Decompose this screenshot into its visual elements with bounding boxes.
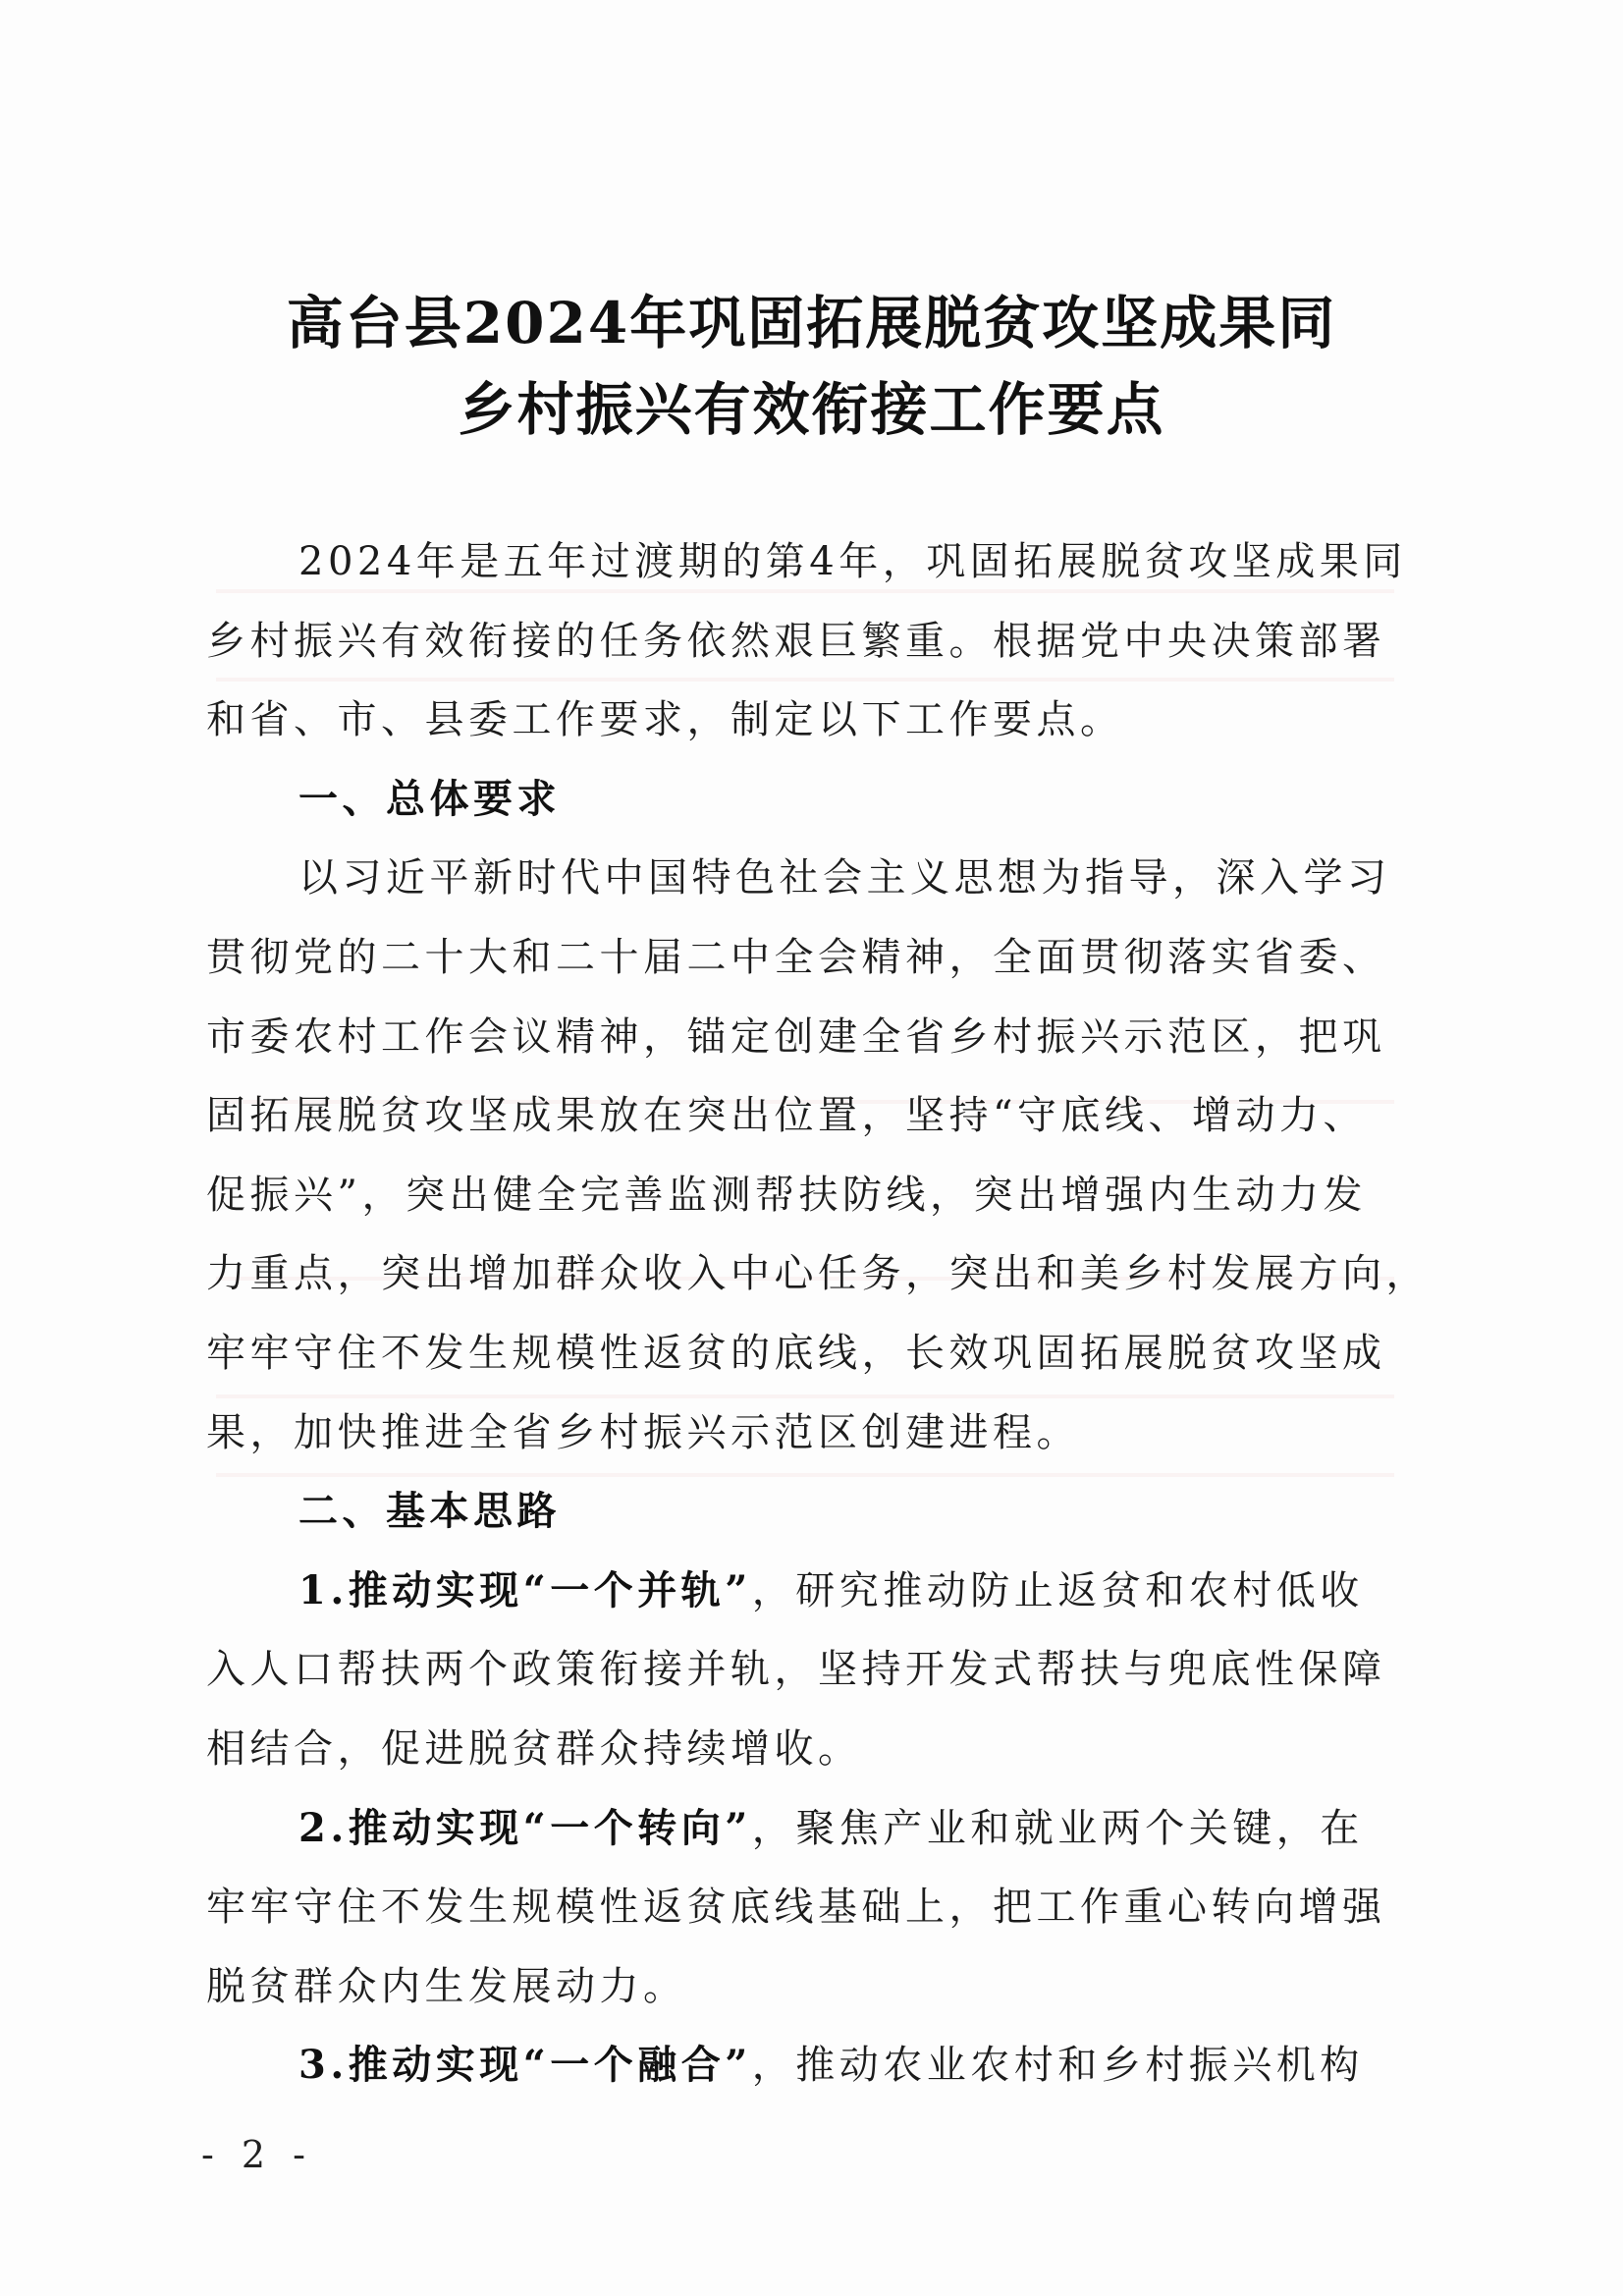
item-1-line: 相结合，促进脱贫群众持续增收。	[206, 1725, 862, 1772]
intro-line: 2024年是五年过渡期的第4年，巩固拓展脱贫攻坚成果同	[298, 539, 1407, 584]
item-1-lead: 1.推动实现“一个并轨”	[298, 1566, 752, 1613]
intro-line: 乡村振兴有效衔接的任务依然艰巨繁重。根据党中央决策部署	[206, 618, 1386, 664]
section1-line: 贯彻党的二十大和二十届二中全会精神，全面贯彻落实省委、	[206, 934, 1386, 980]
section1-line: 果，加快推进全省乡村振兴示范区创建进程。	[206, 1409, 1080, 1455]
section1-line: 牢牢守住不发生规模性返贫的底线，长效巩固拓展脱贫攻坚成	[206, 1330, 1386, 1376]
item-2-line: 脱贫群众内生发展动力。	[206, 1963, 687, 2009]
document-title-line-2: 乡村振兴有效衔接工作要点	[458, 376, 1165, 443]
section1-line: 固拓展脱贫攻坚成果放在突出位置，坚持“守底线、增动力、	[206, 1093, 1367, 1139]
section-heading-basic-approach: 二、基本思路	[298, 1489, 561, 1535]
item-2-first-line	[206, 1789, 1414, 1869]
item-3-first-text: ，推动农业农村和乡村振兴机构	[751, 2043, 1364, 2089]
section1-line: 力重点，突出增加群众收入中心任务，突出和美乡村发展方向，	[206, 1251, 1430, 1297]
item-3-first-line	[206, 2026, 1414, 2105]
section1-line: 促振兴”，突出健全完善监测帮扶防线，突出增强内生动力发	[206, 1172, 1367, 1218]
document-title-line-1: 高台县2024年巩固拓展脱贫攻坚成果同	[286, 290, 1337, 356]
section1-line: 市委农村工作会议精神，锚定创建全省乡村振兴示范区，把巩	[206, 1013, 1386, 1060]
document-body	[206, 522, 1430, 2105]
item-1-line: 入人口帮扶两个政策衔接并轨，坚持开发式帮扶与兜底性保障	[206, 1647, 1386, 1693]
item-3-lead: 3.推动实现“一个融合”	[298, 2042, 752, 2089]
page-number: - 2 -	[201, 2133, 314, 2176]
item-2-line: 牢牢守住不发生规模性返贫底线基础上，把工作重心转向增强	[206, 1885, 1386, 1931]
item-2-first-text: ，聚焦产业和就业两个关键，在	[751, 1805, 1364, 1851]
item-1-first-text: ，研究推动防止返贫和农村低收	[751, 1567, 1364, 1613]
section-heading-general-requirements: 一、总体要求	[298, 776, 561, 822]
item-2-lead: 2.推动实现“一个转向”	[298, 1804, 752, 1851]
intro-line: 和省、市、县委工作要求，制定以下工作要点。	[206, 697, 1124, 743]
item-1-first-line	[206, 1552, 1414, 1631]
section1-line: 以习近平新时代中国特色社会主义思想为指导，深入学习	[298, 855, 1391, 902]
